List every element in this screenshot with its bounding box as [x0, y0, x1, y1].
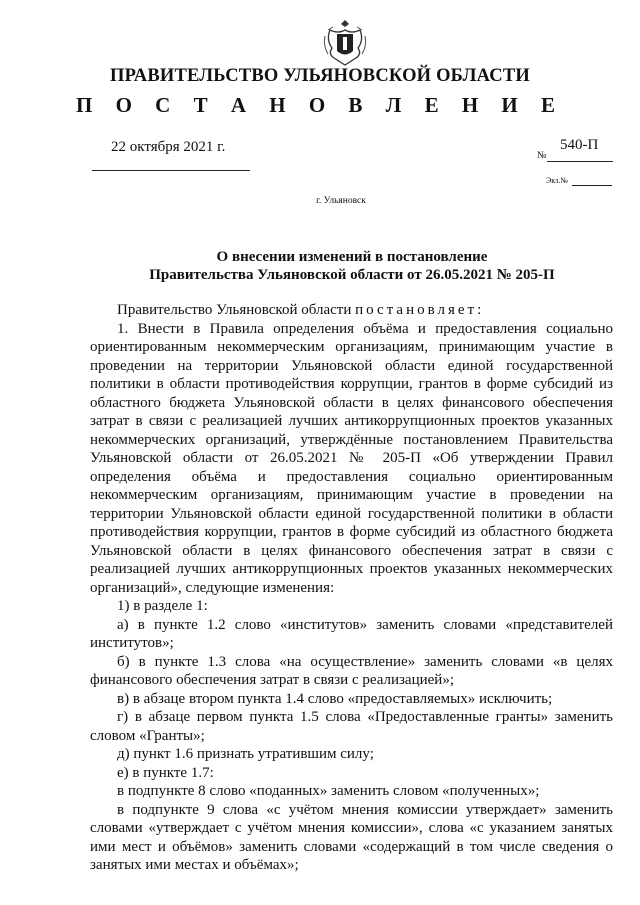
- date-underline: [92, 170, 250, 171]
- document-number: 540-П: [560, 137, 599, 153]
- number-sign: №: [537, 150, 547, 161]
- number-underline: [547, 161, 613, 162]
- body-paragraph: в подпункте 9 слова «с учётом мнения комиссии утверждает» заменить словами «утверждает с учётом мнения комиссии», слова «с указанием занятых ими мест и объёмов» заменить словами «содержащий в том числе сведения о занятых ими местах и объёмах»;: [90, 801, 613, 873]
- intro-paragraph: [90, 301, 613, 320]
- body-paragraph: г) в абзаце первом пункта 1.5 слова «Предоставленные гранты» заменить словом «Гранты»;: [90, 709, 613, 744]
- document-date: 22 октября 2021 г.: [111, 139, 226, 155]
- body-paragraph: в подпункте 8 слово «поданных» заменить словом «полученных»;: [117, 783, 540, 799]
- intro-text: Правительство Ульяновской области: [117, 302, 356, 318]
- copy-number-underline: [572, 185, 612, 186]
- body-paragraph: д) пункт 1.6 признать утратившим силу;: [117, 746, 374, 762]
- intro-decree-word: постановляет:: [355, 302, 485, 318]
- ulyanovsk-coat-of-arms-icon: [322, 18, 368, 68]
- document-type-title: П О С Т А Н О В Л Е Н И Е: [75, 93, 564, 117]
- government-title: ПРАВИТЕЛЬСТВО УЛЬЯНОВСКОЙ ОБЛАСТИ: [110, 66, 530, 86]
- body-paragraph: е) в пункте 1.7:: [117, 764, 214, 781]
- document-body: [90, 301, 613, 875]
- body-paragraph: 1. Внести в Правила определения объёма и предоставления социально ориентированным некоммерческим организациям, принимающим участие в проведении на территории Ульяновской области единой государственной политики в области противодействия коррупции, грантов в форме субсидий из областного бюджета Ульяновской области в целях финансового обеспечения затрат в связи с реализацией лучших антикоррупционных проектов указанных некоммерческих организаций, утверждённые постановлением Правительства Ульяновской области от 26.05.2021 № 205-П «Об утверждении Правил определения объёма и предоставления социально ориентированным некоммерческим организациям, принимающим участие в проведении на территории Ульяновской области единой государственной политики в области противодействия коррупции, грантов в форме субсидий из областного бюджета Ульяновской области в целях финансового обеспечения затрат в связи с реализацией лучших антикоррупционных проектов указанных некоммерческих организаций», следующие изменения:: [90, 320, 613, 596]
- body-paragraph: в) в абзаце втором пункта 1.4 слово «предоставляемых» исключить;: [117, 690, 553, 707]
- body-paragraph: 1) в разделе 1:: [117, 598, 208, 614]
- subject-line-2: Правительства Ульяновской области от 26.05.2021 № 205-П: [149, 267, 555, 283]
- body-paragraph: б) в пункте 1.3 слова «на осуществление» заменить словами «в целях финансового обеспечения затрат в связи с реализацией»;: [90, 653, 613, 688]
- document-subject: [0, 248, 640, 284]
- copy-number-label: Экз.№: [546, 176, 568, 185]
- city-label: г. Ульяновск: [316, 196, 366, 206]
- subject-line-1: О внесении изменений в постановление: [216, 249, 488, 265]
- body-paragraph: а) в пункте 1.2 слово «институтов» заменить словами «представителей институтов»;: [90, 616, 613, 651]
